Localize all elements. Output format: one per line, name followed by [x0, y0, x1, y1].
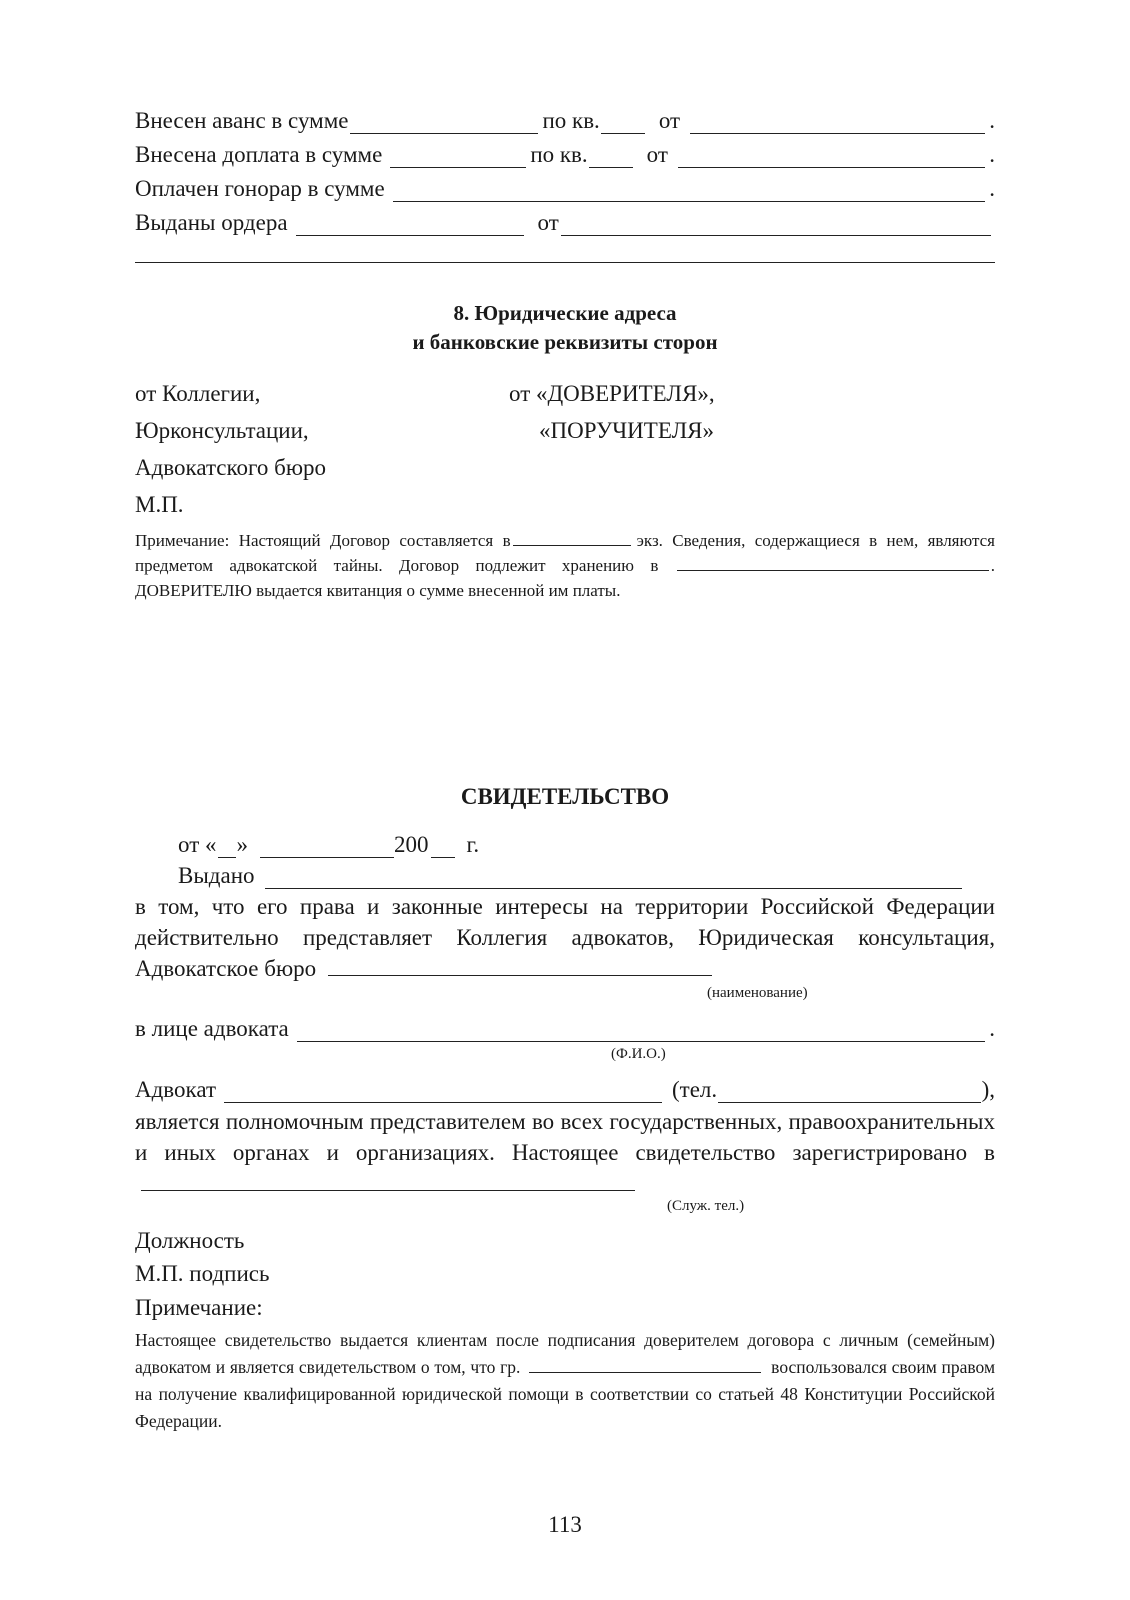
- contract-note: [135, 528, 995, 603]
- advocate-name-blank: [224, 1082, 662, 1103]
- requisites-left-3: Адвокатского бюро: [135, 455, 326, 480]
- surcharge-amount-blank: [390, 147, 526, 168]
- advance-receipt-label: по кв.: [542, 108, 600, 133]
- certificate-note-part2: воспользовался своим правом на получение квалифицированной юридической помощи в соответствии со статьей 48 Конституции Российской Федерации.: [135, 1357, 996, 1431]
- contract-note-part1: Примечание: Настоящий Договор составляется в: [135, 531, 511, 550]
- certificate-title: СВИДЕТЕЛЬСТВО: [460, 784, 670, 809]
- orders-from-label: от: [537, 210, 559, 235]
- signature-label: М.П. подпись: [135, 1261, 270, 1286]
- tel-label: (тел.: [672, 1077, 718, 1102]
- organization-blank: [328, 959, 712, 976]
- lawyer-label: в лице адвоката: [135, 1016, 289, 1041]
- certificate-date-line: [178, 826, 966, 858]
- requisites-right-2: «ПОРУЧИТЕЛЯ»: [539, 418, 715, 443]
- storage-blank: [677, 556, 989, 571]
- lawyer-line-block: [135, 1008, 995, 1042]
- lawyer-name-blank: [297, 1021, 985, 1042]
- contract-note-part3: . ДОВЕРИТЕЛЮ выдается квитанция о сумме внесенной им платы.: [135, 556, 995, 600]
- copies-blank: [513, 531, 631, 546]
- date-year: 200: [394, 832, 429, 857]
- day-blank: [218, 837, 236, 858]
- advance-from-label: от: [658, 108, 681, 133]
- lawyer-line: в лице адвоката .: [135, 1016, 995, 1041]
- fee-label: Оплачен гонорар в сумме: [135, 176, 385, 201]
- certificate-note-part1: Настоящее свидетельство выдается клиентам после подписания доверителем договора с личным (семейным) адвокатом и является свидетельством о том, что гр.: [135, 1330, 995, 1377]
- section8-title-line2: и банковские реквизиты сторон: [412, 330, 718, 354]
- position-label: Должность: [135, 1228, 245, 1253]
- name-caption: (наименование): [707, 985, 808, 1001]
- advance-line: Внесен аванс в сумме по кв. от .: [135, 108, 995, 133]
- date-suffix: г.: [466, 832, 480, 857]
- certificate-body-1: [135, 891, 995, 984]
- issued-line: [178, 858, 966, 889]
- certificate-header: [178, 826, 966, 889]
- certificate-body-2-text: является полномочным представителем во всех государственных, правоохранительных и иных органах и организациях. Настоящее свидетельство зарегистрировано в: [135, 1109, 995, 1165]
- orders-line: [135, 202, 995, 236]
- advance-label: Внесен аванс в сумме: [135, 108, 349, 133]
- surcharge-receipt-blank: [589, 147, 633, 168]
- certificate-note-label: Примечание:: [135, 1295, 263, 1320]
- requisites-right-1: от «ДОВЕРИТЕЛЯ»,: [509, 381, 715, 406]
- fee-amount-blank: [393, 181, 986, 202]
- registration-blank: [141, 1174, 635, 1191]
- page-number: 113: [548, 1512, 582, 1537]
- year-blank: [431, 837, 455, 858]
- advocate-label: Адвокат: [135, 1077, 217, 1102]
- surcharge-receipt-label: по кв.: [530, 142, 588, 167]
- surcharge-label: Внесена доплата в сумме: [135, 142, 383, 167]
- service-tel-caption: (Служ. тел.): [667, 1198, 745, 1214]
- requisites-left-2: Юрконсультации,: [135, 418, 309, 443]
- contract-note-part2: экз. Сведения, содержащиеся в нем, являются предметом адвокатской тайны. Договор подлежит хранению в: [135, 531, 995, 575]
- fee-line: Оплачен гонорар в сумме .: [135, 176, 995, 201]
- requisites-stamp: М.П.: [135, 492, 184, 517]
- issued-to-blank: [265, 868, 962, 889]
- advance-date-blank: [690, 113, 985, 134]
- requisites-left-1: от Коллегии,: [135, 381, 261, 406]
- date-quote-close: »: [236, 832, 248, 857]
- advocate-line: [135, 1069, 995, 1103]
- orders-label: Выданы ордера: [135, 210, 288, 235]
- month-blank: [260, 837, 394, 858]
- tel-close: ),: [981, 1077, 995, 1102]
- certificate-body-1-text: в том, что его права и законные интересы на территории Российской Федерации действительно представляет Коллегия адвокатов, Юридическая консультация, Адвокатское бюро: [135, 894, 995, 981]
- orders-date-blank: [561, 215, 991, 236]
- certificate-note: [135, 1327, 995, 1435]
- separator-line: [135, 262, 995, 263]
- tel-blank: [718, 1082, 980, 1103]
- surcharge-date-blank: [678, 147, 985, 168]
- date-prefix: от «: [178, 832, 217, 857]
- payments-block: [135, 100, 995, 236]
- advocate-line-block: [135, 1069, 995, 1103]
- surcharge-line: Внесена доплата в сумме по кв. от .: [135, 142, 995, 167]
- advance-receipt-blank: [601, 113, 645, 134]
- advance-amount-blank: [350, 113, 538, 134]
- certificate-body-2: [135, 1106, 995, 1199]
- fio-caption: (Ф.И.О.): [611, 1046, 666, 1062]
- surcharge-from-label: от: [646, 142, 668, 167]
- section8-title-line1: 8. Юридические адреса: [453, 301, 677, 325]
- citizen-name-blank: [529, 1358, 761, 1373]
- issued-label: Выдано: [178, 863, 255, 888]
- orders-blank: [296, 215, 524, 236]
